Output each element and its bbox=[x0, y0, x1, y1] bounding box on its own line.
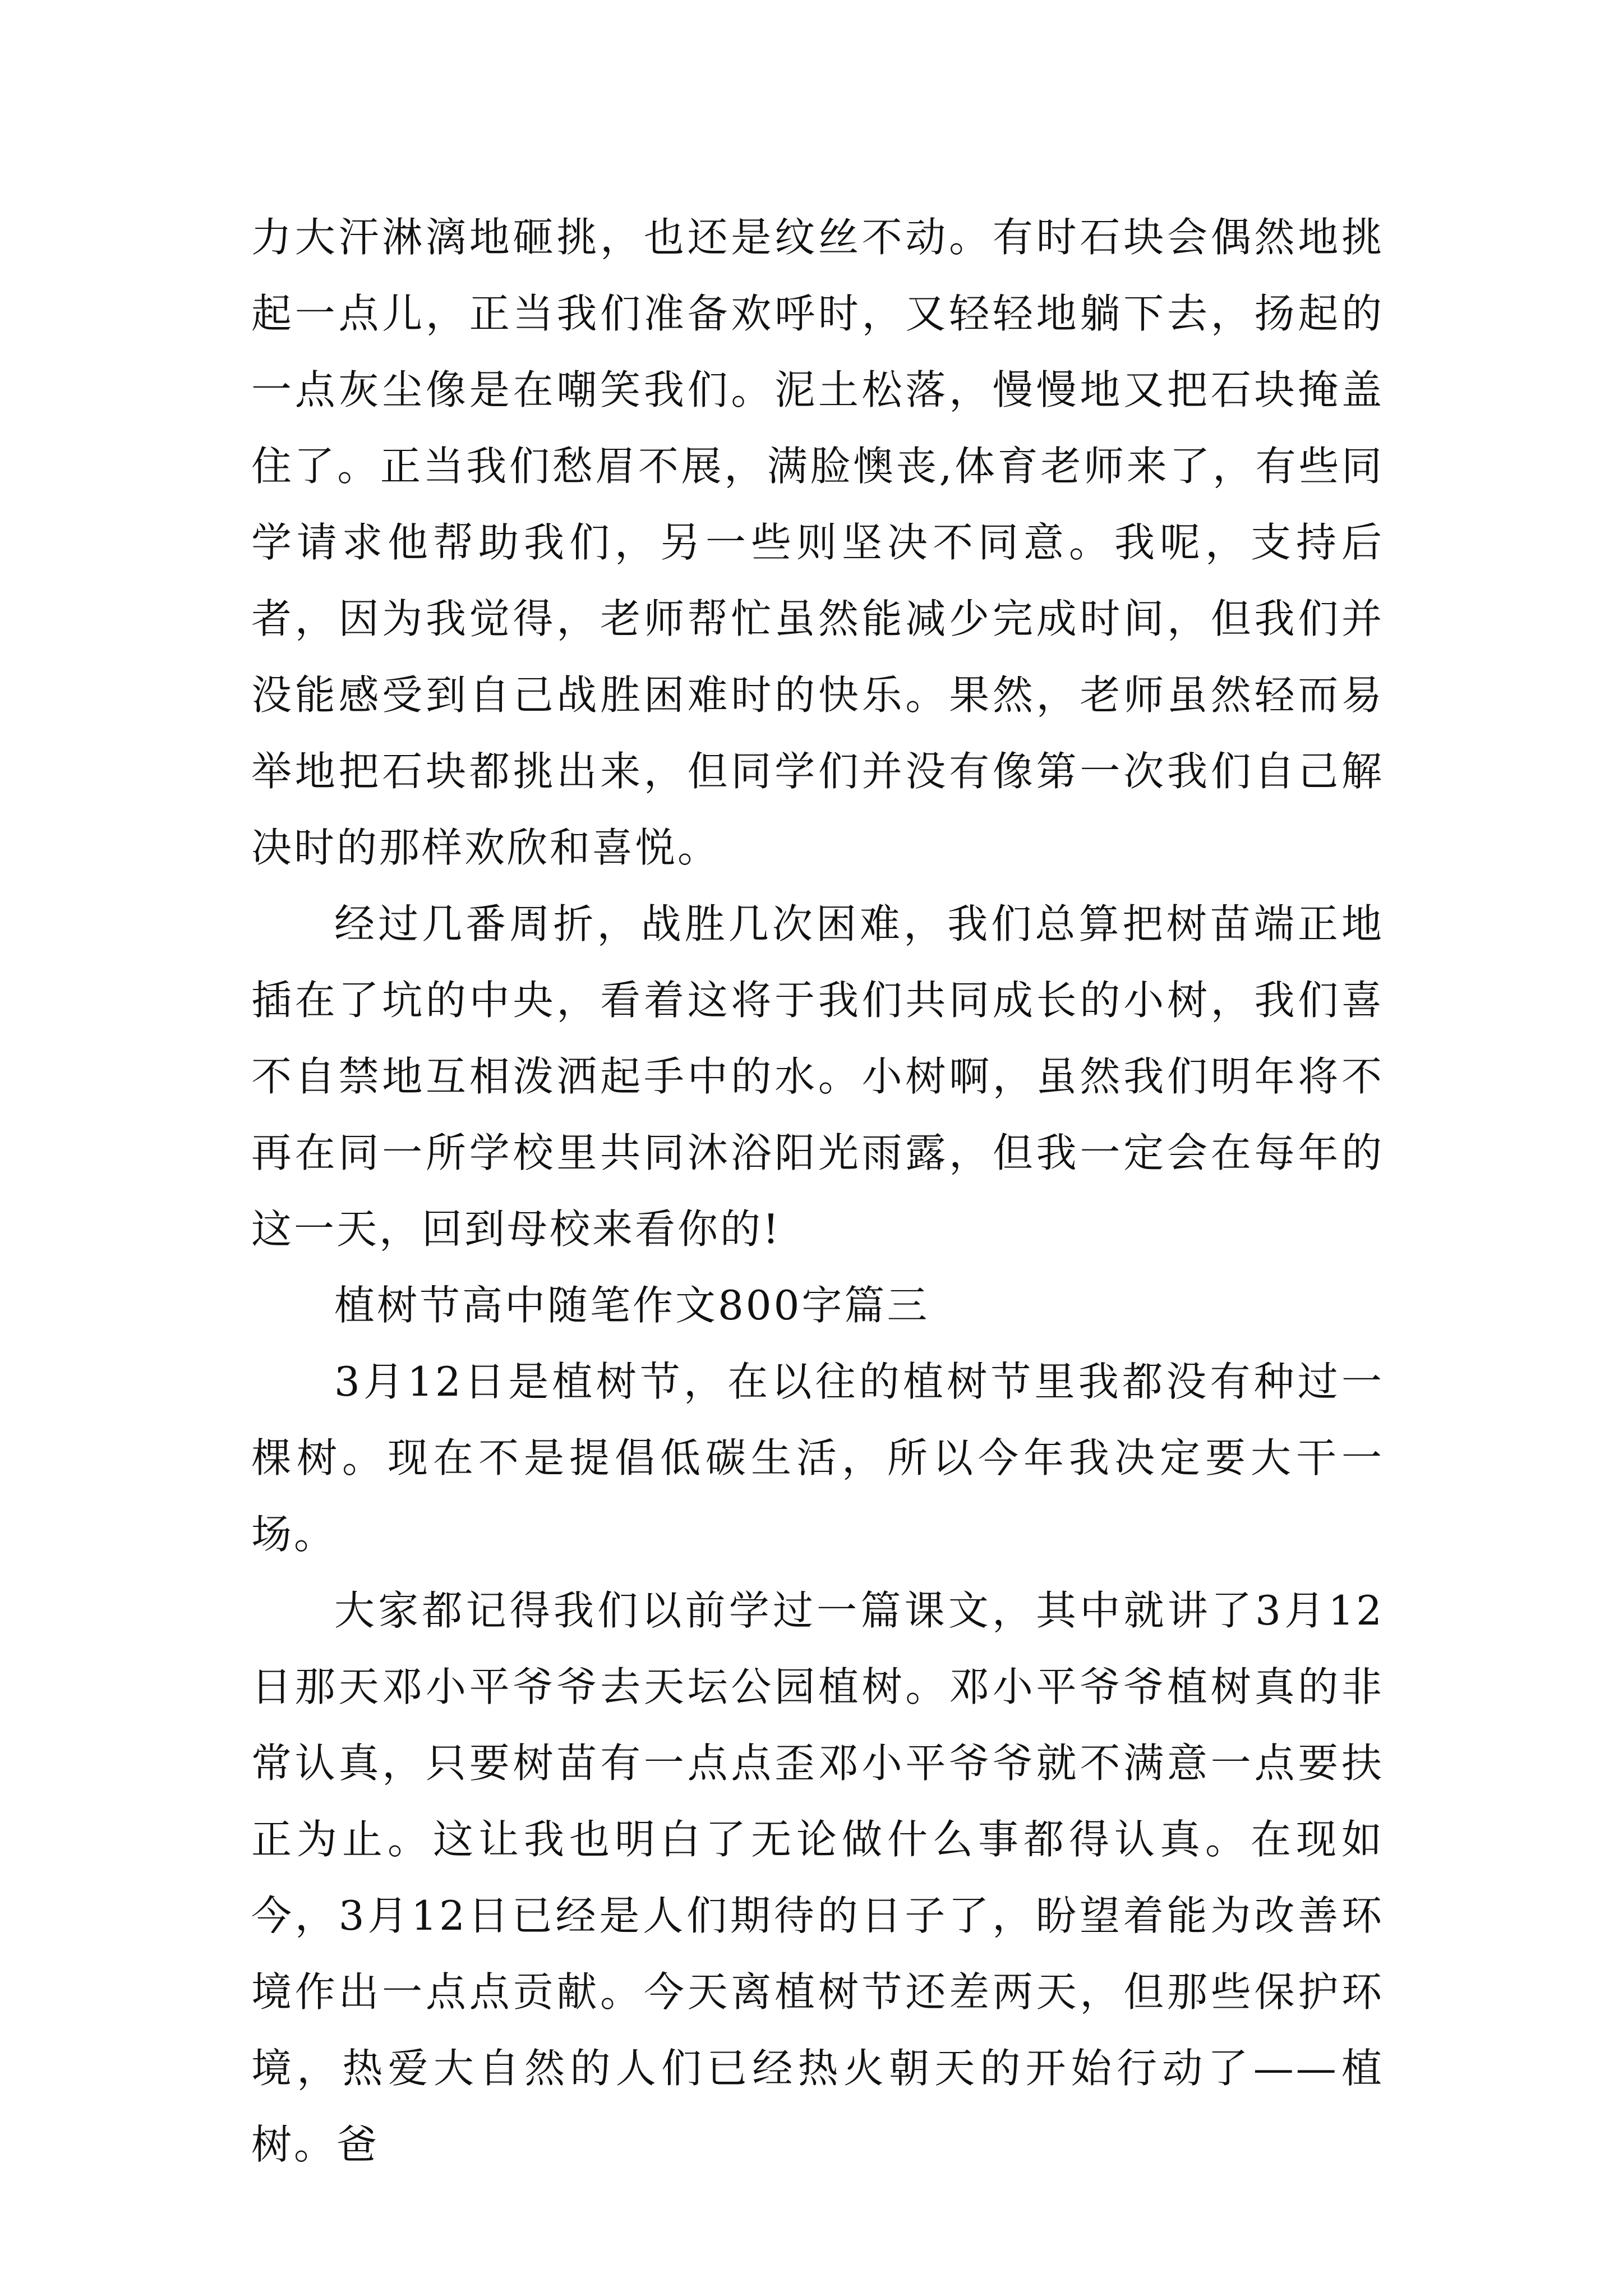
paragraph-textbook-memory: 大家都记得我们以前学过一篇课文，其中就讲了3月12日那天邓小平爷爷去天坛公园植树。邓小平爷爷植树真的非常认真，只要树苗有一点点歪邓小平爷爷就不满意一点要扶正为止。这让我也明白了无论做什么事都得认真。在现如今，3月12日已经是人们期待的日子了，盼望着能为改善环境作出一点点贡献。今天离植树节还差两天，但那些保护环境，热爱大自然的人们已经热火朝天的开始行动了——植树。爸 bbox=[251, 1587, 1384, 2168]
paragraph-continued: 力大汗淋漓地砸挑，也还是纹丝不动。有时石块会偶然地挑起一点儿，正当我们准备欢呼时，又轻轻地躺下去，扬起的一点灰尘像是在嘲笑我们。泥土松落，慢慢地又把石块掩盖住了。正当我们愁眉不展，满脸懊丧,体育老师来了，有些同学请求他帮助我们，另一些则坚决不同意。我呢，支持后者，因为我觉得，老师帮忙虽然能减少完成时间，但我们并没能感受到自己战胜困难时的快乐。果然，老师虽然轻而易举地把石块都挑出来，但同学们并没有像第一次我们自己解决时的那样欢欣和喜悦。 bbox=[251, 214, 1384, 871]
document-body bbox=[251, 199, 1384, 2183]
paragraph-arbor-day-intro: 3月12日是植树节，在以往的植树节里我都没有种过一棵树。现在不是提倡低碳生活，所以今年我决定要大干一场。 bbox=[251, 1358, 1384, 1558]
paragraph-tree-planted: 经过几番周折，战胜几次困难，我们总算把树苗端正地插在了坑的中央，看着这将于我们共同成长的小树，我们喜不自禁地互相泼洒起手中的水。小树啊，虽然我们明年将不再在同一所学校里共同沐浴阳光雨露，但我一定会在每年的这一天，回到母校来看你的! bbox=[251, 900, 1384, 1253]
section-heading: 植树节高中随笔作文800字篇三 bbox=[334, 1282, 930, 1329]
